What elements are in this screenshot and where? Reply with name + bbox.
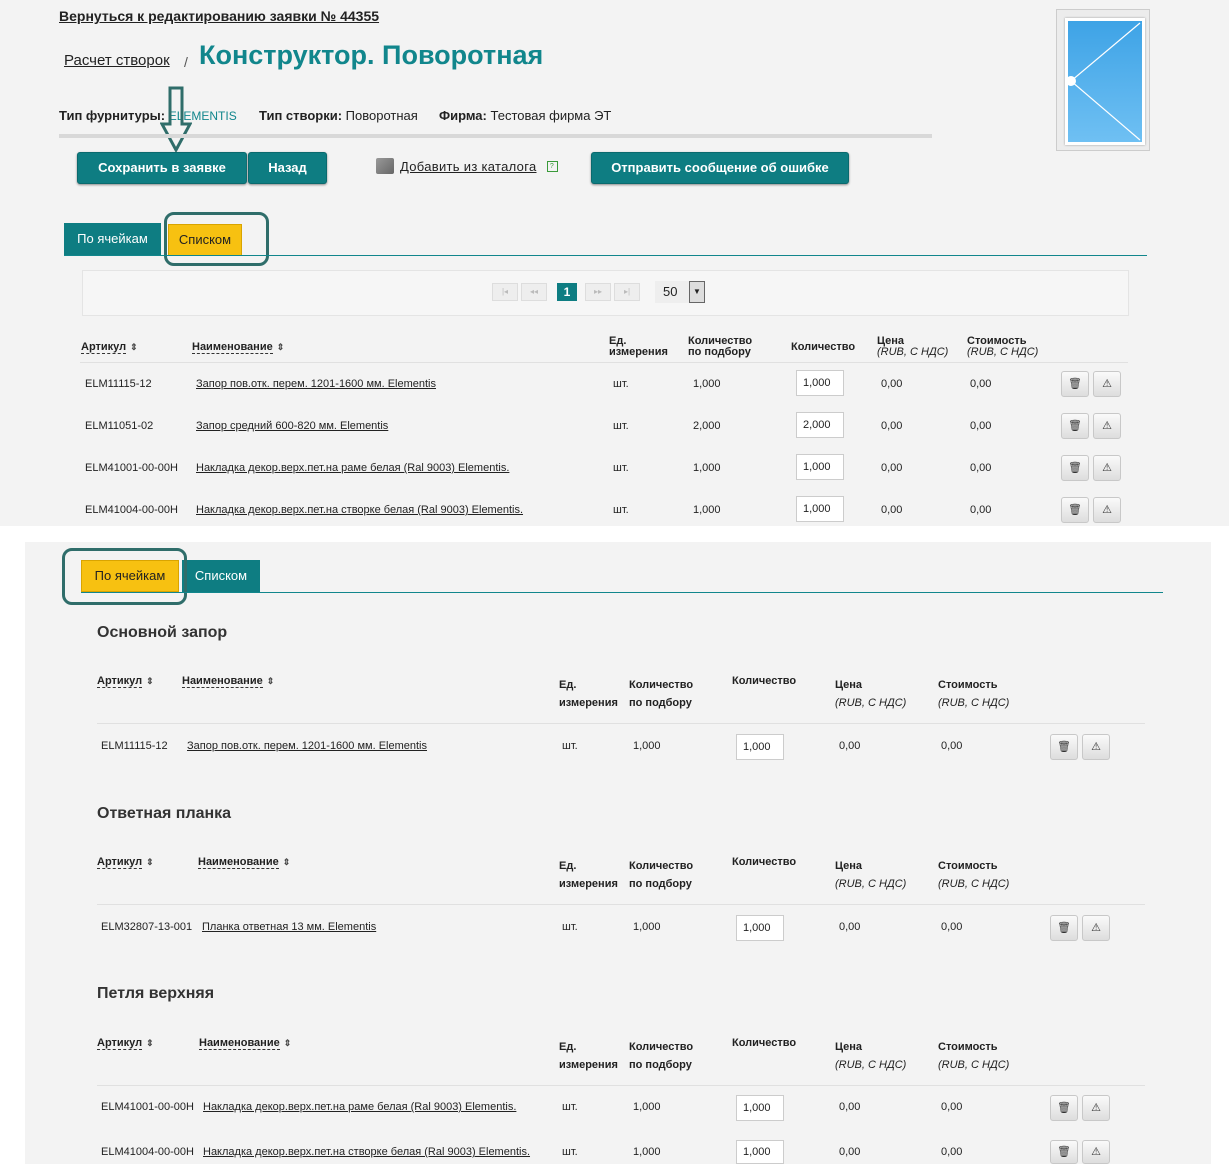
warning-icon[interactable]: ⚠ xyxy=(1093,413,1121,439)
sash-value: Поворотная xyxy=(345,108,418,123)
tab-by-cells[interactable]: По ячейкам xyxy=(81,560,179,592)
current-page[interactable]: 1 xyxy=(557,283,577,301)
unit-cell: шт. xyxy=(562,1146,578,1158)
header-divider xyxy=(80,362,1128,363)
col-price-header: Цена (RUB, С НДС) xyxy=(835,860,907,890)
per-page-select[interactable] xyxy=(655,281,705,303)
fittings-label: Тип фурнитуры: xyxy=(59,108,166,123)
cost-cell: 0,00 xyxy=(941,1101,963,1113)
window-sash-image xyxy=(1065,18,1145,145)
col-qty-header: Количество xyxy=(732,856,797,868)
col-article-header[interactable]: Артикул ⇕ xyxy=(81,341,138,353)
col-name-header[interactable]: Наименование ⇕ xyxy=(182,675,275,687)
col-name-header[interactable]: Наименование ⇕ xyxy=(199,1037,292,1049)
unit-cell: шт. xyxy=(613,462,629,474)
unit-cell: шт. xyxy=(562,921,578,933)
tabs-underline xyxy=(81,592,1163,593)
price-cell: 0,00 xyxy=(839,1101,861,1113)
quantity-input[interactable]: 1,000 xyxy=(736,1095,784,1121)
sort-arrows-icon[interactable]: ⇕ xyxy=(130,342,138,352)
col-qty-selection-header: Количество по подбору xyxy=(688,335,753,358)
table-row xyxy=(25,734,1211,762)
sash-type xyxy=(259,108,418,123)
price-cell: 0,00 xyxy=(839,921,861,933)
qty-selection-cell: 1,000 xyxy=(693,378,721,390)
col-qty-selection-header: Количество по подбору xyxy=(629,860,694,890)
trash-icon[interactable]: 🗑 xyxy=(1050,1095,1078,1121)
item-name-link[interactable]: Запор пов.отк. перем. 1201-1600 мм. Elementis xyxy=(187,740,428,752)
divider xyxy=(59,134,932,138)
sort-arrows-icon[interactable]: ⇕ xyxy=(276,342,285,352)
tab-by-cells[interactable]: По ячейкам xyxy=(64,223,161,255)
cost-cell: 0,00 xyxy=(970,462,992,474)
quantity-input[interactable]: 1,000 xyxy=(736,1140,784,1164)
section-title: Петля верхняя xyxy=(97,985,215,1002)
quantity-input[interactable]: 1,000 xyxy=(796,370,844,396)
item-name-link[interactable]: Накладка декор.верх.пет.на раме белая (Ral 9003) Elementis. xyxy=(203,1101,517,1113)
section-title: Ответная планка xyxy=(97,805,232,822)
quantity-input[interactable]: 1,000 xyxy=(736,915,784,941)
col-unit-header: Ед. измерения xyxy=(559,860,618,890)
window-preview xyxy=(1056,9,1150,151)
last-page-button[interactable]: ▸| xyxy=(614,283,640,301)
article-cell: ELM41004-00-00H xyxy=(101,1146,194,1158)
item-name-link[interactable]: Накладка декор.верх.пет.на раме белая (Ral 9003) Elementis. xyxy=(196,462,510,474)
trash-icon[interactable]: 🗑 xyxy=(1061,497,1089,523)
sash-label: Тип створки: xyxy=(259,108,343,123)
col-cost-header: Стоимость (RUB, С НДС) xyxy=(938,860,1010,890)
col-unit-header: Ед. измерения xyxy=(609,335,668,358)
price-cell: 0,00 xyxy=(839,740,861,752)
list-view-panel xyxy=(0,0,1229,526)
trash-icon[interactable]: 🗑 xyxy=(1061,371,1089,397)
unit-cell: шт. xyxy=(613,420,629,432)
unit-cell: шт. xyxy=(562,1101,578,1113)
price-cell: 0,00 xyxy=(881,504,903,516)
cost-cell: 0,00 xyxy=(941,921,963,933)
cost-cell: 0,00 xyxy=(941,740,963,752)
col-cost-header: Стоимость (RUB, С НДС) xyxy=(938,679,1010,709)
trash-icon[interactable]: 🗑 xyxy=(1050,915,1078,941)
warning-icon[interactable]: ⚠ xyxy=(1082,1140,1110,1164)
col-name-header[interactable]: Наименование ⇕ xyxy=(198,856,291,868)
col-article-header[interactable]: Артикул ⇕ xyxy=(97,856,154,868)
sort-arrows-icon[interactable]: ⇕ xyxy=(146,676,154,686)
prev-page-button[interactable]: ◂◂ xyxy=(521,283,547,301)
qty-selection-cell: 1,000 xyxy=(633,1101,661,1113)
report-error-button[interactable]: Отправить сообщение об ошибке xyxy=(591,152,849,184)
qty-selection-cell: 1,000 xyxy=(693,462,721,474)
section-title: Основной запор xyxy=(97,624,228,641)
fittings-type xyxy=(59,108,237,123)
per-page-value: 50 xyxy=(663,284,678,299)
col-name-header[interactable]: Наименование ⇕ xyxy=(192,341,285,353)
breadcrumb-separator: / xyxy=(184,54,188,70)
firm-value: Тестовая фирма ЭТ xyxy=(490,108,612,123)
price-cell: 0,00 xyxy=(881,378,903,390)
article-cell: ELM32807-13-001 xyxy=(101,921,193,933)
item-name-link[interactable]: Накладка декор.верх.пет.на створке белая (Ral 9003) Elementis. xyxy=(203,1146,531,1158)
article-cell: ELM41001-00-00H xyxy=(101,1101,194,1113)
price-cell: 0,00 xyxy=(881,462,903,474)
unit-cell: шт. xyxy=(562,740,578,752)
col-cost-header: Стоимость (RUB, С НДС) xyxy=(938,1041,1010,1071)
table-row xyxy=(0,412,1229,440)
warning-icon[interactable]: ⚠ xyxy=(1082,734,1110,760)
qty-selection-cell: 1,000 xyxy=(633,1146,661,1158)
table-row xyxy=(25,1140,1211,1164)
table-row xyxy=(0,496,1229,524)
add-from-catalog[interactable] xyxy=(376,158,558,174)
unit-cell: шт. xyxy=(613,504,629,516)
page-title: Конструктор. Поворотная xyxy=(199,40,544,70)
chevron-down-icon[interactable]: ▼ xyxy=(689,281,705,303)
first-page-button[interactable]: |◂ xyxy=(492,283,518,301)
cost-cell: 0,00 xyxy=(970,420,992,432)
col-unit-header: Ед. измерения xyxy=(559,1041,618,1071)
col-article-header[interactable]: Артикул ⇕ xyxy=(97,675,154,687)
box-icon xyxy=(376,158,394,174)
col-qty-selection-header: Количество по подбору xyxy=(629,1041,694,1071)
qty-selection-cell: 2,000 xyxy=(693,420,721,432)
price-cell: 0,00 xyxy=(881,420,903,432)
tab-list[interactable]: Списком xyxy=(182,560,260,592)
quantity-input[interactable]: 2,000 xyxy=(796,412,844,438)
col-qty-header: Количество xyxy=(791,341,856,353)
cells-view-panel xyxy=(25,542,1211,1164)
tabs-underline xyxy=(64,255,1147,256)
next-page-button[interactable]: ▸▸ xyxy=(585,283,611,301)
qty-selection-cell: 1,000 xyxy=(633,740,661,752)
highlight-frame xyxy=(62,548,187,605)
fittings-value-link[interactable]: ELEMENTIS xyxy=(168,109,237,123)
cost-cell: 0,00 xyxy=(970,504,992,516)
cost-cell: 0,00 xyxy=(941,1146,963,1158)
highlight-frame xyxy=(164,212,269,266)
table-row xyxy=(0,454,1229,482)
pagination xyxy=(82,270,1129,316)
trash-icon[interactable]: 🗑 xyxy=(1061,413,1089,439)
trash-icon[interactable]: 🗑 xyxy=(1050,1140,1078,1164)
back-to-order-link[interactable]: Вернуться к редактированию заявки № 44355 xyxy=(59,8,380,24)
cost-cell: 0,00 xyxy=(970,378,992,390)
back-button[interactable]: Назад xyxy=(248,152,327,184)
sort-arrows-icon[interactable]: ⇕ xyxy=(146,1038,154,1048)
sort-arrows-icon[interactable]: ⇕ xyxy=(282,857,291,867)
article-cell: ELM11115-12 xyxy=(85,378,152,390)
trash-icon[interactable]: 🗑 xyxy=(1061,455,1089,481)
warning-icon[interactable]: ⚠ xyxy=(1082,1095,1110,1121)
quantity-input[interactable]: 1,000 xyxy=(796,496,844,522)
warning-icon[interactable]: ⚠ xyxy=(1093,497,1121,523)
item-name-link[interactable]: Запор средний 600-820 мм. Elementis xyxy=(196,420,389,432)
col-qty-header: Количество xyxy=(732,1037,797,1049)
quantity-input[interactable]: 1,000 xyxy=(796,454,844,480)
article-cell: ELM11115-12 xyxy=(101,740,168,752)
col-price-header: Цена (RUB, С НДС) xyxy=(835,1041,907,1071)
col-article-header[interactable]: Артикул ⇕ xyxy=(97,1037,154,1049)
qty-selection-cell: 1,000 xyxy=(633,921,661,933)
col-cost-header: Стоимость (RUB, С НДС) xyxy=(967,335,1039,358)
article-cell: ELM41004-00-00H xyxy=(85,504,178,516)
qty-selection-cell: 1,000 xyxy=(693,504,721,516)
unit-cell: шт. xyxy=(613,378,629,390)
header-divider xyxy=(97,904,1145,905)
table-row xyxy=(25,915,1211,943)
breadcrumb-sash-calc[interactable]: Расчет створок xyxy=(64,52,170,69)
header-divider xyxy=(97,723,1145,724)
firm xyxy=(439,108,611,123)
help-icon[interactable]: ? xyxy=(547,161,558,172)
price-cell: 0,00 xyxy=(839,1146,861,1158)
annotation-arrow-icon xyxy=(160,86,192,152)
col-qty-selection-header: Количество по подбору xyxy=(629,679,694,709)
warning-icon[interactable]: ⚠ xyxy=(1093,455,1121,481)
sort-arrows-icon[interactable]: ⇕ xyxy=(266,676,275,686)
warning-icon[interactable]: ⚠ xyxy=(1082,915,1110,941)
col-price-header: Цена (RUB, С НДС) xyxy=(877,335,949,358)
firm-label: Фирма: xyxy=(439,108,487,123)
col-price-header: Цена (RUB, С НДС) xyxy=(835,679,907,709)
trash-icon[interactable]: 🗑 xyxy=(1050,734,1078,760)
col-unit-header: Ед. измерения xyxy=(559,679,618,709)
item-name-link[interactable]: Планка ответная 13 мм. Elementis xyxy=(202,921,377,933)
add-from-catalog-link[interactable]: Добавить из каталога xyxy=(400,158,537,174)
warning-icon[interactable]: ⚠ xyxy=(1093,371,1121,397)
item-name-link[interactable]: Накладка декор.верх.пет.на створке белая (Ral 9003) Elementis. xyxy=(196,504,524,516)
col-qty-header: Количество xyxy=(732,675,797,687)
article-cell: ELM41001-00-00H xyxy=(85,462,178,474)
sort-arrows-icon[interactable]: ⇕ xyxy=(283,1038,292,1048)
header-divider xyxy=(97,1085,1145,1086)
sort-arrows-icon[interactable]: ⇕ xyxy=(146,857,154,867)
table-row xyxy=(0,370,1229,398)
save-in-order-button[interactable]: Сохранить в заявке xyxy=(77,152,247,184)
article-cell: ELM11051-02 xyxy=(85,420,154,432)
table-row xyxy=(25,1095,1211,1123)
tab-list[interactable]: Списком xyxy=(168,224,242,256)
item-name-link[interactable]: Запор пов.отк. перем. 1201-1600 мм. Elementis xyxy=(196,378,437,390)
quantity-input[interactable]: 1,000 xyxy=(736,734,784,760)
